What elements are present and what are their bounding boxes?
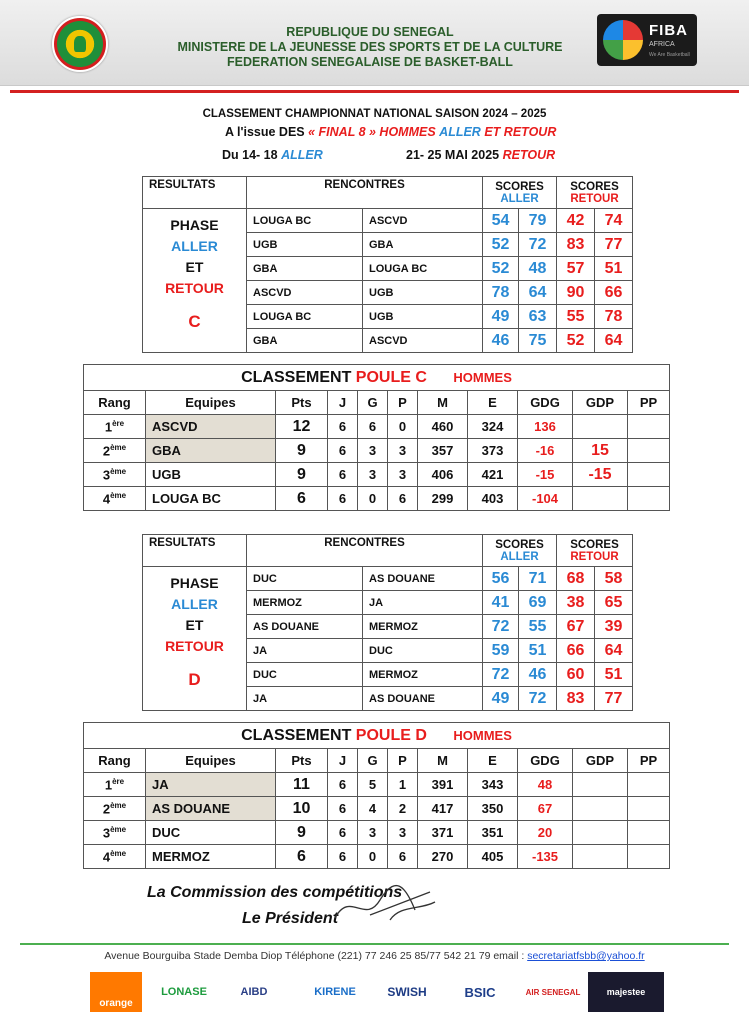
- team-name: AS DOUANE: [146, 797, 276, 821]
- table-row: [84, 821, 670, 845]
- rank-number: 1: [104, 419, 113, 435]
- header-retour-label: RETOUR: [570, 550, 619, 563]
- subtitle-final: « FINAL 8 » HOMMES: [308, 125, 436, 139]
- col-e: E: [468, 749, 518, 773]
- standings-title-text: CLASSEMENT: [241, 726, 352, 744]
- match-home-team: JA: [247, 639, 363, 663]
- score-retour-home: 38: [557, 591, 595, 615]
- match-away-team: LOUGA BC: [363, 257, 483, 281]
- phase-cell: [143, 567, 247, 711]
- score-retour-home: 42: [557, 209, 595, 233]
- pp: [628, 439, 670, 463]
- col-rang: Rang: [84, 749, 146, 773]
- won: 3: [358, 463, 388, 487]
- header-scores-label: SCORES: [495, 180, 544, 193]
- played: 6: [328, 463, 358, 487]
- played: 6: [328, 487, 358, 511]
- won: 3: [358, 439, 388, 463]
- standings-table-poule-d: [83, 722, 670, 869]
- email-link[interactable]: secretariatfsbb@yahoo.fr: [527, 950, 645, 962]
- points-against: 343: [468, 773, 518, 797]
- standings-title: [84, 365, 670, 391]
- goal-diff-particular: [573, 845, 628, 869]
- air-senegal-logo: AIR SENEGAL: [525, 987, 581, 997]
- points: 6: [276, 487, 328, 511]
- score-aller-home: 49: [483, 305, 519, 329]
- aibd-logo: AIBD: [240, 986, 268, 998]
- team-name: DUC: [146, 821, 276, 845]
- subtitle-retour: RETOUR: [503, 125, 557, 139]
- phase-label: PHASE: [170, 575, 219, 591]
- goal-diff-particular: [573, 797, 628, 821]
- swish-logo: SWISH: [387, 985, 427, 999]
- match-home-team: GBA: [247, 329, 363, 353]
- fiba-word: FIBA: [649, 22, 688, 39]
- goal-diff-general: 67: [518, 797, 573, 821]
- rank-number: 2: [102, 443, 111, 459]
- score-retour-away: 51: [595, 663, 633, 687]
- lost: 6: [388, 845, 418, 869]
- lost: 0: [388, 415, 418, 439]
- match-home-team: UGB: [247, 233, 363, 257]
- poule-letter: D: [188, 670, 201, 689]
- col-pp: PP: [628, 391, 670, 415]
- standings-poule: POULE D: [355, 726, 427, 744]
- match-home-team: AS DOUANE: [247, 615, 363, 639]
- match-home-team: JA: [247, 687, 363, 711]
- score-aller-away: 71: [519, 567, 557, 591]
- rank-number: 4: [102, 491, 111, 507]
- header-scores-label: SCORES: [570, 538, 619, 551]
- table-row: [84, 487, 670, 511]
- phase-aller: ALLER: [171, 238, 218, 254]
- team-name: UGB: [146, 463, 276, 487]
- score-aller-home: 52: [483, 257, 519, 281]
- score-aller-home: 49: [483, 687, 519, 711]
- score-retour-away: 64: [595, 329, 633, 353]
- col-g: G: [358, 391, 388, 415]
- score-aller-home: 78: [483, 281, 519, 305]
- commission-label: La Commission des compétitions: [147, 884, 403, 901]
- match-home-team: ASCVD: [247, 281, 363, 305]
- col-e: E: [468, 391, 518, 415]
- lost: 1: [388, 773, 418, 797]
- subtitle-prefix: A l'issue DES: [225, 125, 305, 139]
- orange-logo: orange: [90, 972, 142, 1012]
- results-table-poule-d: [142, 534, 633, 711]
- phase-retour: RETOUR: [165, 280, 224, 296]
- match-away-team: MERMOZ: [363, 663, 483, 687]
- dates-retour: [406, 148, 555, 162]
- match-home-team: MERMOZ: [247, 591, 363, 615]
- dates-aller-label: ALLER: [281, 148, 323, 162]
- rank-cell: [84, 487, 146, 511]
- score-retour-away: 51: [595, 257, 633, 281]
- phase-et: ET: [185, 617, 204, 633]
- score-aller-home: 56: [483, 567, 519, 591]
- score-retour-away: 78: [595, 305, 633, 329]
- col-gdp: GDP: [573, 749, 628, 773]
- team-name: GBA: [146, 439, 276, 463]
- points: 6: [276, 845, 328, 869]
- rank-number: 3: [102, 467, 111, 483]
- header-resultats: RESULTATS: [143, 535, 247, 567]
- score-retour-away: 77: [595, 233, 633, 257]
- goal-diff-general: -15: [518, 463, 573, 487]
- score-retour-home: 55: [557, 305, 595, 329]
- match-away-team: UGB: [363, 281, 483, 305]
- won: 0: [358, 845, 388, 869]
- score-retour-home: 66: [557, 639, 595, 663]
- col-pts: Pts: [276, 391, 328, 415]
- col-pp: PP: [628, 749, 670, 773]
- col-gdp: GDP: [573, 391, 628, 415]
- rank-suffix: ère: [112, 776, 125, 786]
- phase-cell: [143, 209, 247, 353]
- fiba-africa-logo: [597, 14, 697, 66]
- match-away-team: AS DOUANE: [363, 567, 483, 591]
- points: 9: [276, 439, 328, 463]
- score-retour-home: 60: [557, 663, 595, 687]
- rank-cell: [84, 797, 146, 821]
- standings-table-poule-c: [83, 364, 670, 511]
- col-m: M: [418, 749, 468, 773]
- standings-gender: HOMMES: [453, 727, 512, 743]
- score-retour-home: 83: [557, 687, 595, 711]
- score-retour-away: 77: [595, 687, 633, 711]
- header-resultats: RESULTATS: [143, 177, 247, 209]
- header-scores-aller: [483, 535, 557, 567]
- played: 6: [328, 797, 358, 821]
- team-name: LOUGA BC: [146, 487, 276, 511]
- majestee-logo: majestee: [588, 972, 664, 1012]
- points-for: 357: [418, 439, 468, 463]
- points-for: 270: [418, 845, 468, 869]
- score-aller-home: 46: [483, 329, 519, 353]
- won: 5: [358, 773, 388, 797]
- score-aller-home: 52: [483, 233, 519, 257]
- subtitle-line: [225, 125, 556, 139]
- score-retour-away: 39: [595, 615, 633, 639]
- table-row: [84, 845, 670, 869]
- score-retour-away: 58: [595, 567, 633, 591]
- goal-diff-particular: [573, 773, 628, 797]
- col-equipes: Equipes: [146, 391, 276, 415]
- goal-diff-general: 48: [518, 773, 573, 797]
- rank-number: 4: [102, 849, 111, 865]
- rank-suffix: ème: [110, 824, 127, 834]
- rank-suffix: ème: [110, 800, 127, 810]
- header-scores-label: SCORES: [570, 180, 619, 193]
- lost: 2: [388, 797, 418, 821]
- score-aller-home: 72: [483, 615, 519, 639]
- poule-letter: C: [188, 312, 201, 331]
- goal-diff-particular: [573, 487, 628, 511]
- points-against: 351: [468, 821, 518, 845]
- col-g: G: [358, 749, 388, 773]
- score-aller-away: 75: [519, 329, 557, 353]
- dates-aller: [222, 148, 323, 162]
- phase-et: ET: [185, 259, 204, 275]
- points-for: 417: [418, 797, 468, 821]
- rank-cell: [84, 439, 146, 463]
- header-aller-label: ALLER: [500, 550, 539, 563]
- subtitle-aller: ALLER: [439, 125, 481, 139]
- header-line-2: MINISTERE DE LA JEUNESSE DES SPORTS ET DE LA CULTURE: [177, 40, 563, 54]
- phase-label: PHASE: [170, 217, 219, 233]
- match-home-team: LOUGA BC: [247, 305, 363, 329]
- rank-suffix: ème: [110, 490, 127, 500]
- score-aller-away: 64: [519, 281, 557, 305]
- table-row: [84, 463, 670, 487]
- match-away-team: MERMOZ: [363, 615, 483, 639]
- dates-aller-text: Du 14- 18: [222, 148, 278, 162]
- goal-diff-general: -135: [518, 845, 573, 869]
- col-gdg: GDG: [518, 391, 573, 415]
- standings-poule: POULE C: [355, 368, 427, 386]
- fiba-region: AFRICA: [649, 41, 675, 48]
- pp: [628, 773, 670, 797]
- president-label: Le Président: [242, 910, 339, 927]
- match-home-team: DUC: [247, 663, 363, 687]
- won: 3: [358, 821, 388, 845]
- kirene-logo: KIRENE: [314, 986, 356, 998]
- standings-gender: HOMMES: [453, 369, 512, 385]
- lost: 6: [388, 487, 418, 511]
- match-away-team: JA: [363, 591, 483, 615]
- pp: [628, 845, 670, 869]
- points-for: 460: [418, 415, 468, 439]
- header-line-3: FEDERATION SENEGALAISE DE BASKET-BALL: [227, 55, 513, 69]
- bsic-logo: BSIC: [464, 984, 496, 1000]
- match-away-team: UGB: [363, 305, 483, 329]
- header-retour-label: RETOUR: [570, 192, 619, 205]
- played: 6: [328, 821, 358, 845]
- score-aller-away: 79: [519, 209, 557, 233]
- footer-address: [0, 950, 749, 962]
- match-away-team: ASCVD: [363, 209, 483, 233]
- match-home-team: GBA: [247, 257, 363, 281]
- score-aller-away: 69: [519, 591, 557, 615]
- score-aller-home: 72: [483, 663, 519, 687]
- subtitle-et: ET: [484, 125, 501, 139]
- table-row: [84, 773, 670, 797]
- col-equipes: Equipes: [146, 749, 276, 773]
- score-aller-home: 41: [483, 591, 519, 615]
- points-for: 371: [418, 821, 468, 845]
- lost: 3: [388, 821, 418, 845]
- header-divider: [10, 90, 739, 93]
- header-scores-retour: [557, 177, 633, 209]
- rank-cell: [84, 463, 146, 487]
- score-aller-away: 72: [519, 233, 557, 257]
- col-p: P: [388, 391, 418, 415]
- table-row: [84, 415, 670, 439]
- col-pts: Pts: [276, 749, 328, 773]
- points: 9: [276, 463, 328, 487]
- phase-retour: RETOUR: [165, 638, 224, 654]
- score-aller-away: 55: [519, 615, 557, 639]
- header-line-1: REPUBLIQUE DU SENEGAL: [286, 25, 454, 39]
- score-retour-away: 66: [595, 281, 633, 305]
- table-row: [84, 439, 670, 463]
- score-aller-away: 46: [519, 663, 557, 687]
- points-against: 405: [468, 845, 518, 869]
- pp: [628, 415, 670, 439]
- goal-diff-general: 20: [518, 821, 573, 845]
- pp: [628, 463, 670, 487]
- rank-suffix: ème: [110, 848, 127, 858]
- score-retour-home: 67: [557, 615, 595, 639]
- points: 9: [276, 821, 328, 845]
- points-against: 403: [468, 487, 518, 511]
- goal-diff-general: -16: [518, 439, 573, 463]
- table-row: [84, 797, 670, 821]
- match-away-team: AS DOUANE: [363, 687, 483, 711]
- score-aller-away: 48: [519, 257, 557, 281]
- rank-number: 2: [102, 801, 111, 817]
- goal-diff-particular: -15: [573, 463, 628, 487]
- senegal-seal-logo: [52, 16, 108, 72]
- phase-aller: ALLER: [171, 596, 218, 612]
- points: 11: [276, 773, 328, 797]
- score-aller-home: 59: [483, 639, 519, 663]
- col-rang: Rang: [84, 391, 146, 415]
- score-retour-home: 52: [557, 329, 595, 353]
- match-home-team: LOUGA BC: [247, 209, 363, 233]
- header-scores-label: SCORES: [495, 538, 544, 551]
- played: 6: [328, 439, 358, 463]
- standings-title-text: CLASSEMENT: [241, 368, 352, 386]
- score-aller-away: 51: [519, 639, 557, 663]
- points-for: 299: [418, 487, 468, 511]
- score-aller-home: 54: [483, 209, 519, 233]
- lost: 3: [388, 439, 418, 463]
- header-rencontres: RENCONTRES: [247, 535, 483, 567]
- header-rencontres: RENCONTRES: [247, 177, 483, 209]
- footer-divider: [20, 943, 729, 945]
- match-away-team: GBA: [363, 233, 483, 257]
- points-against: 373: [468, 439, 518, 463]
- played: 6: [328, 845, 358, 869]
- rank-number: 1: [104, 777, 113, 793]
- points-against: 324: [468, 415, 518, 439]
- basketball-icon: [603, 20, 643, 60]
- goal-diff-particular: [573, 415, 628, 439]
- match-away-team: DUC: [363, 639, 483, 663]
- score-aller-away: 63: [519, 305, 557, 329]
- handwritten-signature: [330, 880, 440, 930]
- rank-cell: [84, 845, 146, 869]
- fiba-tagline: We Are Basketball: [649, 52, 690, 58]
- team-name: JA: [146, 773, 276, 797]
- score-retour-away: 74: [595, 209, 633, 233]
- points-for: 391: [418, 773, 468, 797]
- dates-retour-label: RETOUR: [502, 148, 556, 162]
- score-retour-home: 57: [557, 257, 595, 281]
- header-scores-aller: [483, 177, 557, 209]
- header-aller-label: ALLER: [500, 192, 539, 205]
- score-retour-home: 83: [557, 233, 595, 257]
- rank-cell: [84, 821, 146, 845]
- dates-retour-text: 21- 25 MAI 2025: [406, 148, 500, 162]
- goal-diff-general: -104: [518, 487, 573, 511]
- score-retour-away: 65: [595, 591, 633, 615]
- score-retour-away: 64: [595, 639, 633, 663]
- col-m: M: [418, 391, 468, 415]
- score-retour-home: 68: [557, 567, 595, 591]
- goal-diff-general: 136: [518, 415, 573, 439]
- won: 0: [358, 487, 388, 511]
- rank-cell: [84, 773, 146, 797]
- col-gdg: GDG: [518, 749, 573, 773]
- points: 12: [276, 415, 328, 439]
- col-p: P: [388, 749, 418, 773]
- won: 6: [358, 415, 388, 439]
- col-j: J: [328, 749, 358, 773]
- points-against: 421: [468, 463, 518, 487]
- points-for: 406: [418, 463, 468, 487]
- lost: 3: [388, 463, 418, 487]
- played: 6: [328, 415, 358, 439]
- address-text: Avenue Bourguiba Stade Demba Diop Téléphone (221) 77 246 25 85/77 542 21 79 email :: [104, 950, 525, 962]
- header-scores-retour: [557, 535, 633, 567]
- rank-suffix: ère: [112, 418, 125, 428]
- rank-suffix: ème: [110, 466, 127, 476]
- page-title: CLASSEMENT CHAMPIONNAT NATIONAL SAISON 2024 – 2025: [202, 108, 547, 120]
- results-table-poule-c: [142, 176, 633, 353]
- pp: [628, 487, 670, 511]
- pp: [628, 797, 670, 821]
- team-name: MERMOZ: [146, 845, 276, 869]
- rank-cell: [84, 415, 146, 439]
- won: 4: [358, 797, 388, 821]
- pp: [628, 821, 670, 845]
- col-j: J: [328, 391, 358, 415]
- team-name: ASCVD: [146, 415, 276, 439]
- standings-title: [84, 723, 670, 749]
- played: 6: [328, 773, 358, 797]
- match-away-team: ASCVD: [363, 329, 483, 353]
- score-retour-home: 90: [557, 281, 595, 305]
- points-against: 350: [468, 797, 518, 821]
- rank-suffix: ème: [110, 442, 127, 452]
- header-text: [120, 25, 620, 70]
- points: 10: [276, 797, 328, 821]
- match-home-team: DUC: [247, 567, 363, 591]
- score-aller-away: 72: [519, 687, 557, 711]
- lonase-logo: LONASE: [161, 986, 207, 998]
- rank-number: 3: [102, 825, 111, 841]
- goal-diff-particular: 15: [573, 439, 628, 463]
- goal-diff-particular: [573, 821, 628, 845]
